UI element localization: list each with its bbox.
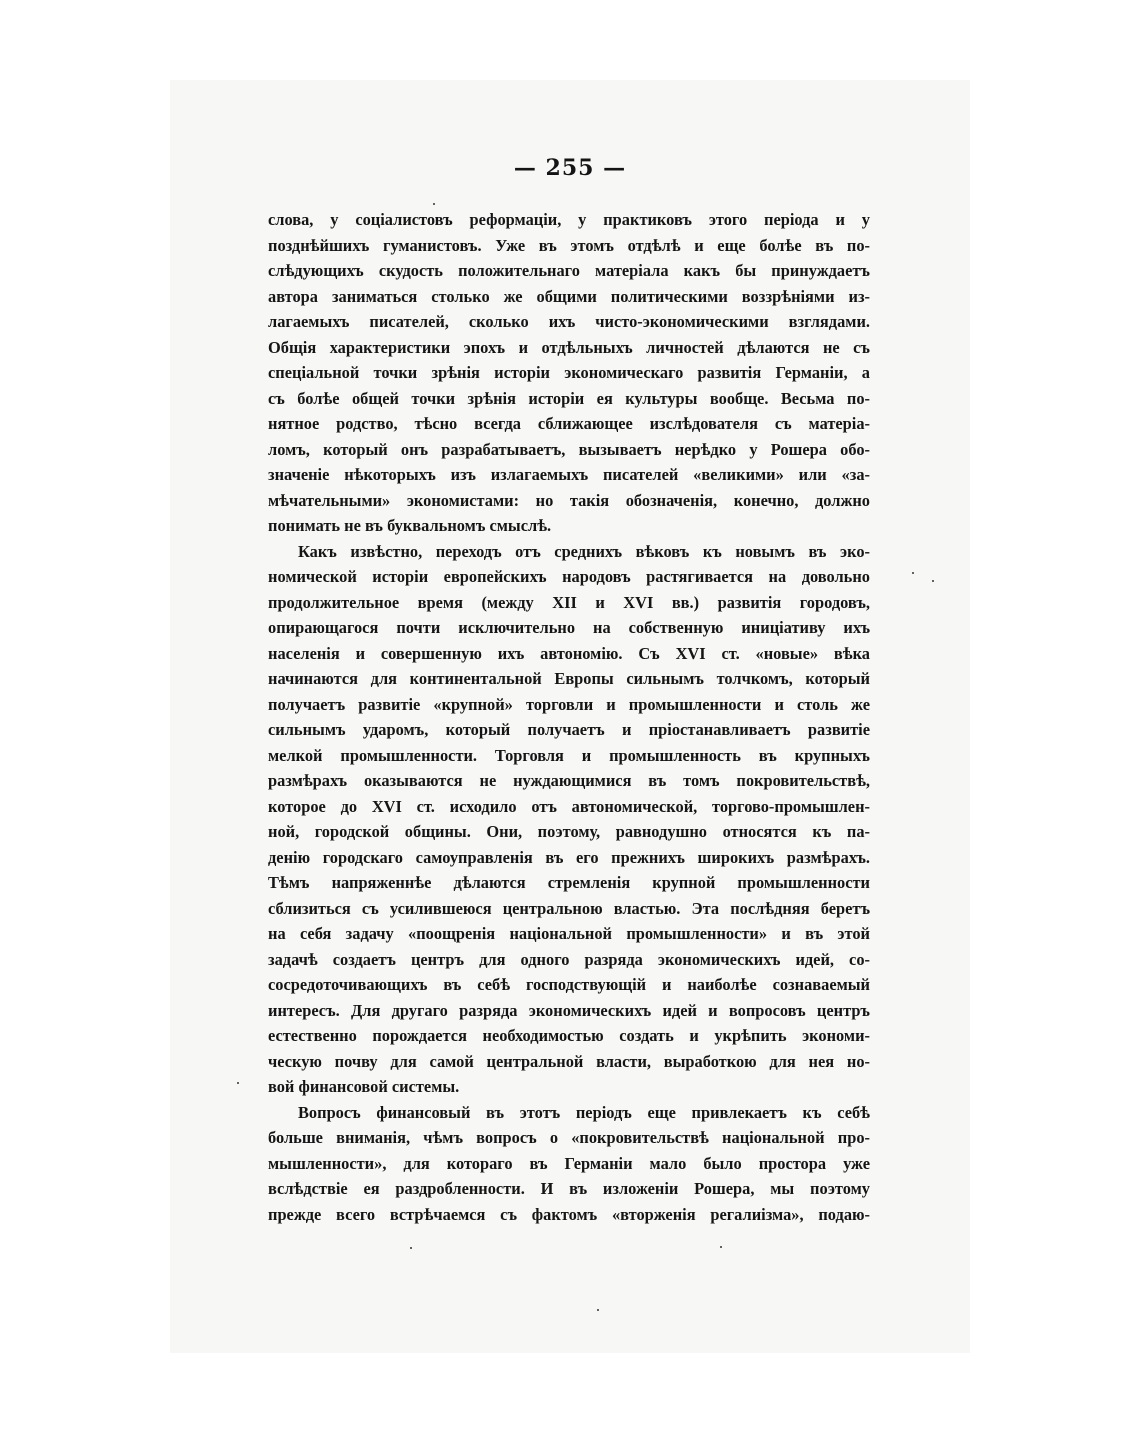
text-line: спеціальной точки зрѣнія исторіи экономическаго развитія Германіи, а	[268, 363, 870, 382]
scan-speck	[237, 1082, 239, 1084]
text-line: позднѣйшихъ гуманистовъ. Уже въ этомъ отдѣлѣ и еще болѣе въ по-	[268, 235, 870, 255]
text-line: слова, у соціалистовъ реформаціи, у практиковъ этого періода и у	[268, 210, 870, 229]
body-text	[268, 207, 870, 1227]
text-line: съ болѣе общей точки зрѣнія исторіи ея культуры вообще. Весьма по-	[268, 388, 870, 408]
text-line: мышленности», для котораго въ Германіи мало было простора уже	[268, 1153, 870, 1173]
text-line: естественно порождается необходимостью создать и укрѣпить экономи-	[268, 1026, 870, 1045]
text-line: продолжительное время (между XII и XVI вв.) развитія городовъ,	[268, 592, 870, 612]
text-line: ной, городской общины. Они, поэтому, равнодушно относятся къ па-	[268, 822, 870, 841]
scan-speck	[433, 203, 435, 205]
scan-speck	[912, 572, 914, 574]
paragraph-1	[268, 207, 870, 539]
text-line: получаетъ развитіе «крупной» торговли и промышленности и столь же	[268, 694, 870, 714]
text-line: автора заниматься столько же общими политическими воззрѣніями из-	[268, 286, 870, 306]
text-line: размѣрахъ оказываются не нуждающимися въ томъ покровительствѣ,	[268, 771, 870, 790]
text-line: сильнымъ ударомъ, который получаетъ и пріостанавливаетъ развитіе	[268, 720, 870, 739]
text-line: населенія и совершенную ихъ автономію. Съ XVI ст. «новые» вѣка	[268, 643, 870, 663]
text-line: мелкой промышленности. Торговля и промышленность въ крупныхъ	[268, 745, 870, 765]
text-line: прежде всего встрѣчаемся съ фактомъ «вторженія регалиізма», подаю-	[268, 1204, 870, 1224]
text-line: ческую почву для самой центральной власти, выработкою для нея но-	[268, 1051, 870, 1071]
text-line: денію городскаго самоуправленія въ его прежнихъ широкихъ размѣрахъ.	[268, 847, 870, 867]
text-line: сосредоточивающихъ въ себѣ господствующій и наиболѣе сознаваемый	[268, 975, 870, 994]
text-line: мѣчательными» экономистами: но такія обозначенія, конечно, должно	[268, 490, 870, 510]
text-line: интересъ. Для другаго разряда экономическихъ идей и вопросовъ центръ	[268, 1000, 870, 1020]
scan-speck	[597, 1309, 599, 1311]
scan-speck	[410, 1247, 412, 1249]
text-line: больше вниманія, чѣмъ вопросъ о «покровительствѣ національной про-	[268, 1128, 870, 1147]
page-number: — 255 —	[513, 155, 627, 181]
text-line: слѣдующихъ скудость положительнаго матеріала какъ бы принуждаетъ	[268, 261, 870, 280]
text-line: начинаются для континентальной Европы сильнымъ толчкомъ, который	[268, 669, 870, 688]
text-line: нятное родство, тѣсно всегда сближающее изслѣдователя съ матеріа-	[268, 414, 870, 433]
text-line: Вопросъ финансовый въ этотъ періодъ еще привлекаетъ къ себѣ	[298, 1102, 870, 1122]
text-line: лагаемыхъ писателей, сколько ихъ чисто-экономическими взглядами.	[268, 312, 870, 331]
scan-speck	[932, 580, 934, 582]
text-line: значеніе нѣкоторыхъ изъ излагаемыхъ писателей «великими» или «за-	[268, 465, 870, 484]
text-line: Тѣмъ напряженнѣе дѣлаются стремленія крупной промышленности	[268, 873, 870, 892]
text-line: Общія характеристики эпохъ и отдѣльныхъ личностей дѣлаются не съ	[268, 337, 870, 357]
text-line: Какъ извѣстно, переходъ отъ среднихъ вѣковъ къ новымъ въ эко-	[298, 541, 870, 561]
text-line: вой финансовой системы.	[268, 1077, 460, 1096]
text-line: ломъ, который онъ разрабатываетъ, вызываетъ нерѣдко у Рошера обо-	[268, 439, 870, 459]
text-line: вслѣдствіе ея раздробленности. И въ изложеніи Рошера, мы поэтому	[268, 1179, 870, 1198]
text-line: на себя задачу «поощренія національной промышленности» и въ этой	[268, 924, 870, 943]
paragraph-3	[268, 1100, 870, 1228]
text-line: понимать не въ буквальномъ смыслѣ.	[268, 516, 552, 535]
text-line: опирающагося почти исключительно на собственную иниціативу ихъ	[268, 618, 870, 637]
text-line: сблизиться съ усилившеюся центральною властью. Эта послѣдняя беретъ	[268, 898, 870, 918]
text-line: задачѣ создаетъ центръ для одного разряда экономическихъ идей, со-	[268, 949, 870, 969]
paragraph-2	[268, 539, 870, 1100]
text-line: номической исторіи европейскихъ народовъ растягивается на довольно	[268, 567, 870, 586]
text-line: которое до XVI ст. исходило отъ автономической, торгово-промышлен-	[268, 796, 870, 816]
scan-speck	[720, 1246, 722, 1248]
